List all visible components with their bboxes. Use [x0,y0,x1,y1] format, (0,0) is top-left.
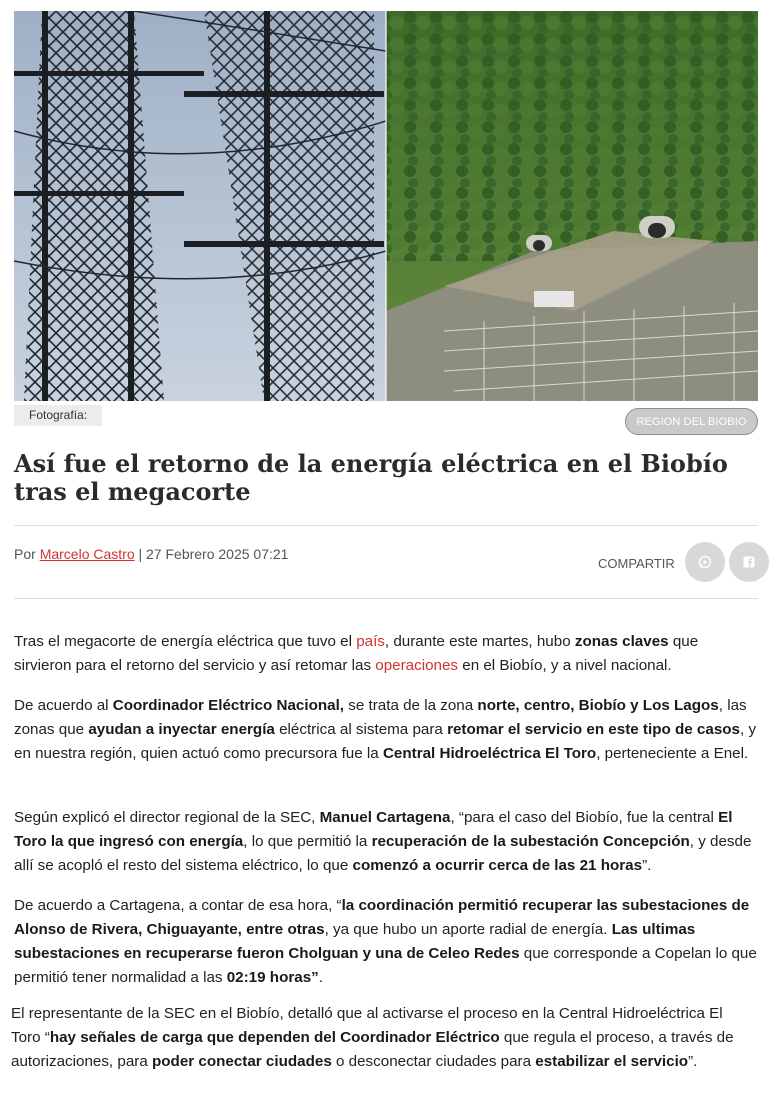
text: ”. [688,1053,698,1070]
text: . [318,969,323,986]
bold-text: la coordinación permitió recuperar las subestaciones de Alonso de Rivera, Chiguayante, entre otras [14,897,750,938]
bold-text: zonas claves [574,633,669,650]
paragraph-4 [14,894,759,990]
publish-date: | 27 Febrero 2025 07:21 [134,546,289,562]
paragraph-2 [14,694,759,766]
text: Tras el megacorte de energía eléctrica que tuvo el [14,633,357,650]
operaciones-link[interactable]: operaciones [375,657,459,674]
bold-text: hay señales de carga que dependen del Coordinador Eléctrico [49,1029,500,1046]
photo-caption-label: Fotografía: [14,405,102,426]
region-tag-button[interactable]: REGION DEL BIOBIO [625,408,758,435]
bold-text: Manuel Cartagena [319,809,451,826]
bold-text: norte, centro, Biobío y Los Lagos [477,697,719,714]
facebook-share-button[interactable] [729,542,769,582]
text: , las zonas que [14,697,747,738]
text: De acuerdo a Cartagena, a contar de esa hora, “ [14,897,342,914]
text: , perteneciente a Enel. [596,745,749,762]
text: eléctrica al sistema para [274,721,448,738]
whatsapp-icon [698,555,712,569]
bold-text: Coordinador Eléctrico Nacional, [112,697,345,714]
share-label: COMPARTIR [598,555,675,571]
bold-text: ayudan a inyectar energía [88,721,275,738]
text: , durante este martes, hubo [384,633,575,650]
pais-link[interactable]: país [356,633,385,650]
text: o desconectar ciudades para [331,1053,536,1070]
text: que regula el proceso, a través de autorizaciones, para [11,1029,734,1070]
text: , ya que hubo un aporte radial de energía. [324,921,612,938]
bold-text: poder conectar ciudades [152,1053,332,1070]
text: que sirvieron para el retorno del servicio y así retomar las [14,633,699,674]
text: Según explicó el director regional de la SEC, [14,809,320,826]
text: ”. [642,857,652,874]
whatsapp-share-button[interactable] [685,542,725,582]
text: El representante de la SEC en el Biobío, detalló que al activarse el proceso en la Central Hidroeléctrica El Toro “ [11,1005,723,1046]
author-link[interactable]: Marcelo Castro [39,546,135,562]
text: , “para el caso del Biobío, fue la central [450,809,719,826]
bold-text: recuperación de la subestación Concepción [371,833,690,850]
bold-text: estabilizar el servicio [535,1053,689,1070]
share-bar [598,542,769,582]
article-title: Así fue el retorno de la energía eléctrica en el Biobío tras el megacorte [14,449,728,506]
divider-top [14,525,758,526]
text: , y desde allí se acopló el resto del sistema eléctrico, lo que [14,833,752,874]
divider-bottom [14,598,758,599]
text: , lo que permitió la [243,833,372,850]
text: De acuerdo al [14,697,113,714]
byline-prefix: Por [14,546,40,562]
hero-photo [14,11,758,401]
bold-text: retomar el servicio en este tipo de casos [447,721,740,738]
bold-text: Las ultimas subestaciones en recuperarse fueron Cholguan y una de Celeo Redes [14,921,696,962]
text: , y en nuestra región, quien actuó como precursora fue la [14,721,757,762]
text: en el Biobío, y a nivel nacional. [458,657,672,674]
facebook-icon [743,556,755,568]
bold-text: 02:19 horas” [226,969,319,986]
paragraph-5 [11,1002,756,1074]
text: se trata de la zona [344,697,478,714]
text: que corresponde a Copelan lo que permitió tener normalidad a las [14,945,757,986]
bold-text: Central Hidroeléctrica El Toro [382,745,597,762]
byline [14,546,288,562]
bold-text: comenzó a ocurrir cerca de las 21 horas [352,857,643,874]
paragraph-3 [14,806,759,878]
bold-text: El Toro la que ingresó con energía [14,809,733,850]
paragraph-1 [14,630,759,678]
